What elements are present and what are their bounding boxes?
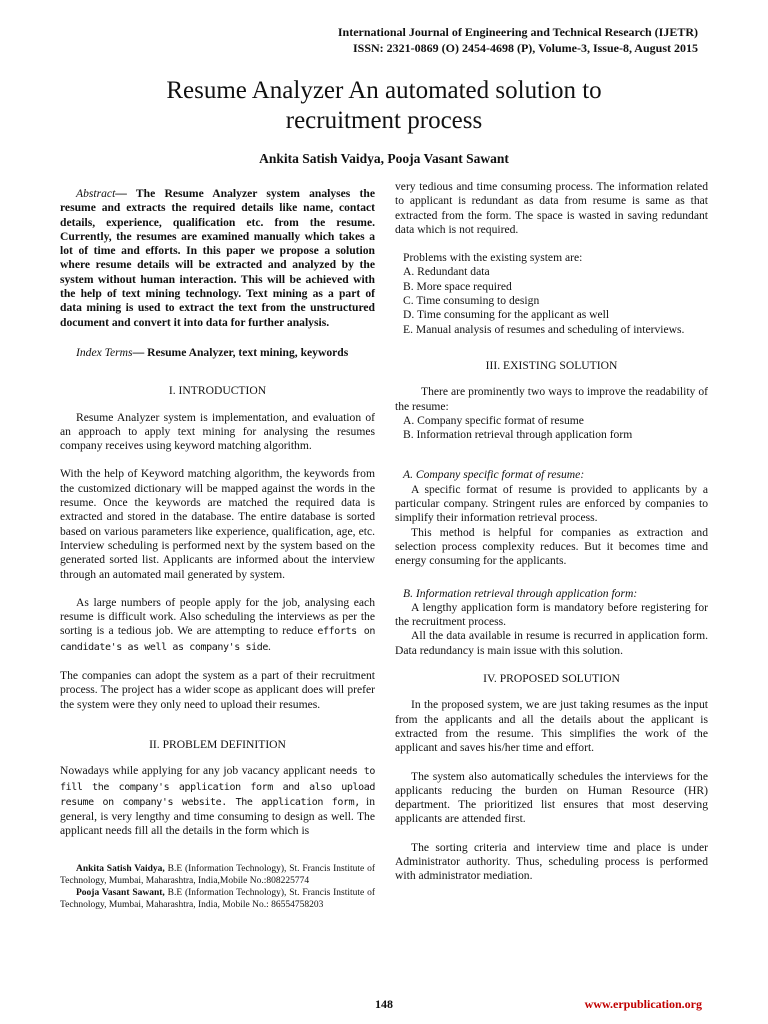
problem-continuation: very tedious and time consuming process. The information related to applicant is redundant as data from resume is same as that extracted from the form. The space is wasted in saving redundant data which is not required. [395, 180, 708, 236]
author-footnote [60, 863, 375, 911]
index-terms-text: — Resume Analyzer, text mining, keywords [132, 345, 349, 359]
abstract [60, 187, 375, 330]
existing-paragraph-1: There are prominently two ways to improve the readability of the resume: [395, 385, 708, 413]
abstract-label: Abstract [76, 187, 116, 200]
intro-p3-mono: efforts on candidate's as well as company's side [60, 626, 375, 653]
problem-item: B. More space required [403, 279, 512, 293]
journal-header [338, 24, 698, 56]
problem-item: E. Manual analysis of resumes and scheduling of interviews. [403, 322, 685, 336]
problem-paragraph [60, 764, 375, 838]
problem-item: C. Time consuming to design [403, 294, 540, 308]
intro-paragraph-2: With the help of Keyword matching algorithm, the keywords from the customized dictionary will be mapped against the words in the resume. Once the keywords are matched the required data is extracted and stored in the database. The entire database is sorted based on various parameters like experience, qualification, age, etc. Interview scheduling is performed next by the system based on the generated sorted list. Applicants are informed about the interview through an automated mail generated by system. [60, 467, 375, 581]
subsection-a-paragraph-2: This method is helpful for companies as extraction and selection process complexity reduces. But it becomes time and energy consuming for the applicants. [395, 525, 708, 568]
abstract-text: — The Resume Analyzer system analyses the resume and extracts the required details like name, contact details, experience, qualification etc. from the resume. Currently, the resumes are examined manually which takes a lot of time and efforts. In this paper we propose a solution where resume details will be extracted and analyzed by the system without human interaction. This will be achieved with the help of text mining technology. Text mining as a part of data mining is used to extract the text from the unstructured document and convert it into data for further analysis. [60, 187, 375, 329]
intro-paragraph-1: Resume Analyzer system is implementation, and evaluation of an approach to apply text mining for analysing the resumes company receives using keyword matching algorithm. [60, 410, 375, 453]
index-terms [60, 346, 375, 360]
section-heading-existing: III. EXISTING SOLUTION [485, 358, 618, 372]
subsection-b-paragraph-2: All the data available in resume is recurred in application form. Data redundancy is main issue with this solution. [395, 629, 708, 657]
intro-paragraph-3 [60, 596, 375, 655]
footnote-author-1-text: B.E (Information Technology), St. Francis Institute of Technology, Mumbai, Maharashtra, India,Mobile No.:808225774 [60, 863, 376, 886]
journal-name: International Journal of Engineering and Technical Research (IJETR) [337, 25, 698, 39]
subsection-heading-a: A. Company specific format of resume: [403, 468, 585, 482]
footnote-author-2-text: B.E (Information Technology), St. Francis Institute of Technology, Mumbai, Maharashtra, India, Mobile No.: 86554758203 [60, 887, 375, 910]
proposed-paragraph-1: In the proposed system, we are just taking resumes as the input from the applicants and all the details about the applicant is extracted from the resume. This simplifies the work of the applicant and saves his/her time and effort. [395, 698, 708, 755]
proposed-paragraph-3: The sorting criteria and interview time and place is under Administrator authority. Thus, scheduling process is performed with administrator mediation. [395, 840, 708, 883]
footnote-author-2-name: Pooja Vasant Sawant, [76, 887, 165, 898]
problem-mono-2: resume on company's website. The application form, [60, 796, 360, 808]
intro-paragraph-4: The companies can adopt the system as a part of their recruitment process. The project has a wider scope as applicant does will prefer the system were they only need to upload their resumes. [60, 669, 375, 711]
problems-intro: Problems with the existing system are: [403, 251, 583, 265]
subsection-b-paragraph-1: A lengthy application form is mandatory before registering for the recruitment process. [395, 600, 708, 629]
existing-item: B. Information retrieval through application form [403, 428, 633, 442]
problem-text-b: in general, is very lengthy and time consuming to design as well. The applicant needs fill all the details in the form which is [60, 794, 375, 838]
index-terms-label: Index Terms [76, 345, 133, 359]
intro-p3-text: As large numbers of people apply for the job, analysing each resume is difficult work. Also scheduling the interviews as per the sorting is a tedious job. We are attempting to reduce [60, 595, 375, 638]
paper-title [0, 76, 768, 136]
problem-mono-1: needs to fill the company's application form and also upload [60, 766, 375, 793]
right-column [395, 180, 708, 884]
subsection-a-paragraph-1: A specific format of resume is provided to applicants by a particular company. Stringent rules are enforced by companies to simplify their information retrieval process. [395, 482, 708, 525]
existing-item: A. Company specific format of resume [403, 413, 584, 427]
title-line-1: Resume Analyzer An automated solution to [166, 77, 602, 104]
section-heading-proposed: IV. PROPOSED SOLUTION [483, 672, 620, 686]
problem-item: D. Time consuming for the applicant as well [403, 308, 610, 322]
section-heading-problem: II. PROBLEM DEFINITION [149, 737, 286, 751]
problem-item: A. Redundant data [403, 265, 490, 279]
proposed-paragraph-2: The system also automatically schedules the interviews for the applicants reducing the burden on Human Resource (HR) department. The prioritized list ensures that most deserving applicants are attended first. [395, 769, 708, 826]
publisher-url: www.erpublication.org [584, 997, 702, 1011]
title-line-2: recruitment process [285, 107, 483, 134]
left-column [60, 187, 375, 911]
journal-issn: ISSN: 2321-0869 (O) 2454-4698 (P), Volume-3, Issue-8, August 2015 [352, 41, 698, 55]
section-heading-introduction: I. INTRODUCTION [168, 384, 267, 398]
footnote-author-1-name: Ankita Satish Vaidya, [76, 863, 165, 874]
authors: Ankita Satish Vaidya, Pooja Vasant Sawant [259, 151, 509, 166]
page-number: 148 [375, 997, 393, 1011]
intro-p3-end: . [267, 639, 271, 653]
subsection-heading-b: B. Information retrieval through application form: [403, 586, 638, 600]
problem-text-a: Nowadays while applying for any job vacancy applicant [60, 764, 326, 778]
